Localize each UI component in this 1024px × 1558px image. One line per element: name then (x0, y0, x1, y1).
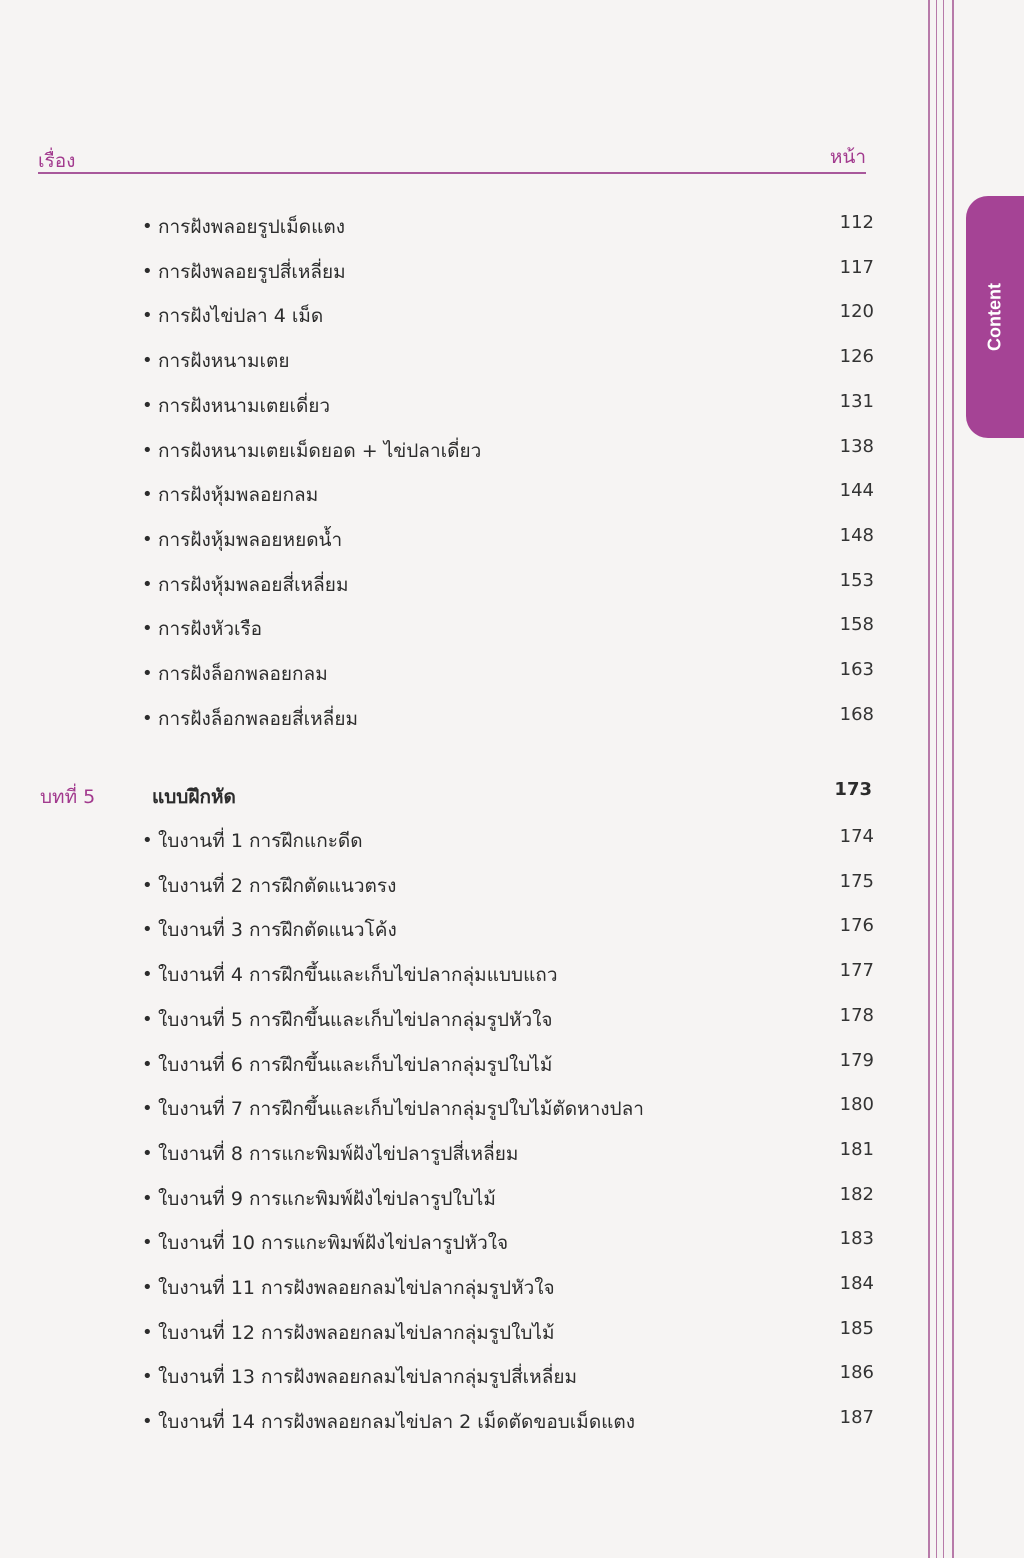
bullet: • (142, 874, 153, 896)
toc-entry-title: ใบงานที่ 4 การฝึกขึ้นและเก็บไข่ปลากลุ่มแบบแถว (158, 964, 558, 987)
header-title: เรื่อง (38, 150, 76, 172)
bullet: • (142, 1232, 153, 1254)
toc-entry-title: ใบงานที่ 7 การฝึกขึ้นและเก็บไข่ปลากลุ่มรูปใบไม้ตัดหางปลา (158, 1098, 644, 1121)
bullet: • (142, 1277, 153, 1298)
toc-entry (142, 826, 874, 856)
bullet: • (142, 663, 153, 684)
toc-entry (142, 570, 874, 600)
toc-entry-title: การฝังหุ้มพลอยหยดน้ำ (158, 528, 343, 551)
header-rule (38, 172, 866, 174)
toc-entry (142, 871, 874, 901)
toc-entry-title: ใบงานที่ 12 การฝังพลอยกลมไข่ปลากลุ่มรูปใบไม้ (158, 1321, 555, 1344)
toc-entry-title: การฝังล็อกพลอยสี่เหลี่ยม (158, 707, 358, 730)
toc-entry-page: 144 (839, 480, 874, 502)
toc-entry-page: 120 (839, 301, 874, 323)
toc-entry (142, 525, 874, 555)
toc-entry-title: การฝังหนามเตย (158, 350, 290, 373)
bullet: • (142, 1366, 153, 1388)
bullet: • (142, 1142, 153, 1164)
side-tab-label: Content (984, 283, 1005, 351)
toc-entry (142, 1228, 874, 1258)
toc-entry-title: การฝังหัวเรือ (158, 618, 263, 641)
toc-entry-title: ใบงานที่ 3 การฝึกตัดแนวโค้ง (158, 919, 397, 942)
toc-entry-page: 181 (839, 1138, 874, 1160)
toc-entry-title: ใบงานที่ 9 การแกะพิมพ์ฝังไข่ปลารูปใบไม้ (158, 1187, 496, 1210)
bullet: • (142, 964, 153, 986)
bullet: • (142, 305, 153, 327)
toc-entry-title: ใบงานที่ 11 การฝังพลอยกลมไข่ปลากลุ่มรูปหัวใจ (158, 1277, 555, 1299)
toc-entry (142, 301, 874, 331)
toc-entry-page: 153 (839, 569, 874, 591)
bullet: • (142, 216, 153, 237)
bullet: • (142, 707, 153, 729)
toc-entry-page: 148 (839, 524, 874, 546)
bullet: • (142, 350, 153, 372)
bullet: • (142, 1098, 153, 1120)
toc-entry-title: ใบงานที่ 1 การฝึกแกะดีด (158, 830, 363, 852)
toc-entry (142, 436, 874, 466)
chapter-label: บทที่ 5 (40, 786, 96, 808)
toc-entry-title: การฝังหุ้มพลอยกลม (158, 484, 319, 507)
toc-entry (142, 1139, 874, 1169)
toc-entry (142, 614, 874, 644)
toc-entry-page: 158 (839, 614, 874, 636)
toc-entry-title: การฝังล็อกพลอยกลม (158, 663, 328, 685)
toc-entry-title: การฝังหุ้มพลอยสี่เหลี่ยม (158, 573, 349, 596)
toc-entry (142, 1362, 874, 1392)
toc-entry-page: 183 (839, 1228, 874, 1250)
toc-entry-page: 117 (839, 256, 874, 278)
bullet: • (142, 484, 153, 506)
toc-entry-title: ใบงานที่ 6 การฝึกขึ้นและเก็บไข่ปลากลุ่มรูปใบไม้ (158, 1053, 553, 1076)
bullet: • (142, 1321, 153, 1343)
side-tab (966, 196, 1024, 438)
margin-line (928, 0, 930, 1558)
bullet: • (142, 1411, 153, 1433)
toc-entry-title: การฝังพลอยรูปเม็ดแตง (158, 216, 345, 238)
toc-entry-page: 138 (839, 435, 874, 457)
toc-entry (142, 1005, 874, 1035)
toc-entry-page: 126 (839, 346, 874, 368)
toc-entry (142, 1318, 874, 1348)
toc-entry (142, 480, 874, 510)
toc-entry-page: 175 (839, 870, 874, 892)
toc-entry-title: ใบงานที่ 14 การฝังพลอยกลมไข่ปลา 2 เม็ดตัดขอบเม็ดแตง (158, 1411, 636, 1434)
toc-entry (142, 1094, 874, 1124)
toc-entry (142, 346, 874, 376)
toc-entry-page: 184 (839, 1273, 874, 1294)
bullet: • (142, 394, 153, 416)
chapter-title: แบบฝึกหัด (152, 786, 236, 808)
toc-entry (142, 1407, 874, 1437)
margin-line (952, 0, 954, 1558)
bullet: • (142, 260, 153, 282)
bullet: • (142, 439, 153, 461)
toc-entry-title: ใบงานที่ 13 การฝังพลอยกลมไข่ปลากลุ่มรูปสี่เหลี่ยม (158, 1366, 577, 1389)
toc-entry-page: 180 (839, 1094, 874, 1116)
margin-line (936, 0, 937, 1558)
toc-entry-page: 177 (839, 960, 874, 982)
toc-entry-title: การฝังหนามเตยเม็ดยอด + ไข่ปลาเดี่ยว (158, 439, 482, 462)
toc-entry (142, 212, 874, 242)
toc-entry-title: ใบงานที่ 8 การแกะพิมพ์ฝังไข่ปลารูปสี่เหลี่ยม (158, 1142, 519, 1165)
bullet: • (142, 528, 153, 550)
toc-entry (142, 960, 874, 990)
toc-entry-title: ใบงานที่ 5 การฝึกขึ้นและเก็บไข่ปลากลุ่มรูปหัวใจ (158, 1008, 553, 1031)
header-page-label: หน้า (829, 146, 866, 168)
toc-entry-page: 174 (839, 826, 874, 847)
toc-entry-page: 187 (839, 1407, 874, 1429)
bullet: • (142, 1008, 153, 1030)
toc-entry-page: 178 (839, 1004, 874, 1026)
toc-entry-page: 186 (839, 1362, 874, 1384)
chapter-page: 173 (834, 779, 872, 800)
toc-entry-page: 185 (839, 1317, 874, 1339)
toc-entry (142, 1050, 874, 1080)
bullet: • (142, 573, 153, 595)
toc-entry (142, 1184, 874, 1214)
bullet: • (142, 618, 153, 640)
bullet: • (142, 830, 153, 851)
toc-entry-title: การฝังพลอยรูปสี่เหลี่ยม (158, 260, 346, 283)
toc-entry-page: 112 (839, 212, 874, 233)
toc-entry (142, 391, 874, 421)
toc-entry-page: 182 (839, 1183, 874, 1205)
toc-entry-page: 179 (839, 1049, 874, 1071)
margin-line (943, 0, 944, 1558)
toc-entry-page: 176 (839, 915, 874, 937)
toc-entry-page: 168 (839, 703, 874, 725)
toc-entry (142, 659, 874, 689)
toc-entry-title: การฝังไข่ปลา 4 เม็ด (158, 305, 324, 328)
toc-entry (142, 1273, 874, 1303)
toc-entry-page: 131 (839, 390, 874, 412)
bullet: • (142, 919, 153, 941)
toc-entry-page: 163 (839, 659, 874, 680)
toc-entry-title: การฝังหนามเตยเดี่ยว (158, 394, 331, 417)
toc-entry-title: ใบงานที่ 2 การฝึกตัดแนวตรง (158, 874, 397, 897)
toc-entry (142, 704, 874, 734)
toc-entry (142, 257, 874, 287)
toc-entry (142, 915, 874, 945)
toc-entry-title: ใบงานที่ 10 การแกะพิมพ์ฝังไข่ปลารูปหัวใจ (158, 1232, 509, 1255)
bullet: • (142, 1053, 153, 1075)
bullet: • (142, 1187, 153, 1209)
